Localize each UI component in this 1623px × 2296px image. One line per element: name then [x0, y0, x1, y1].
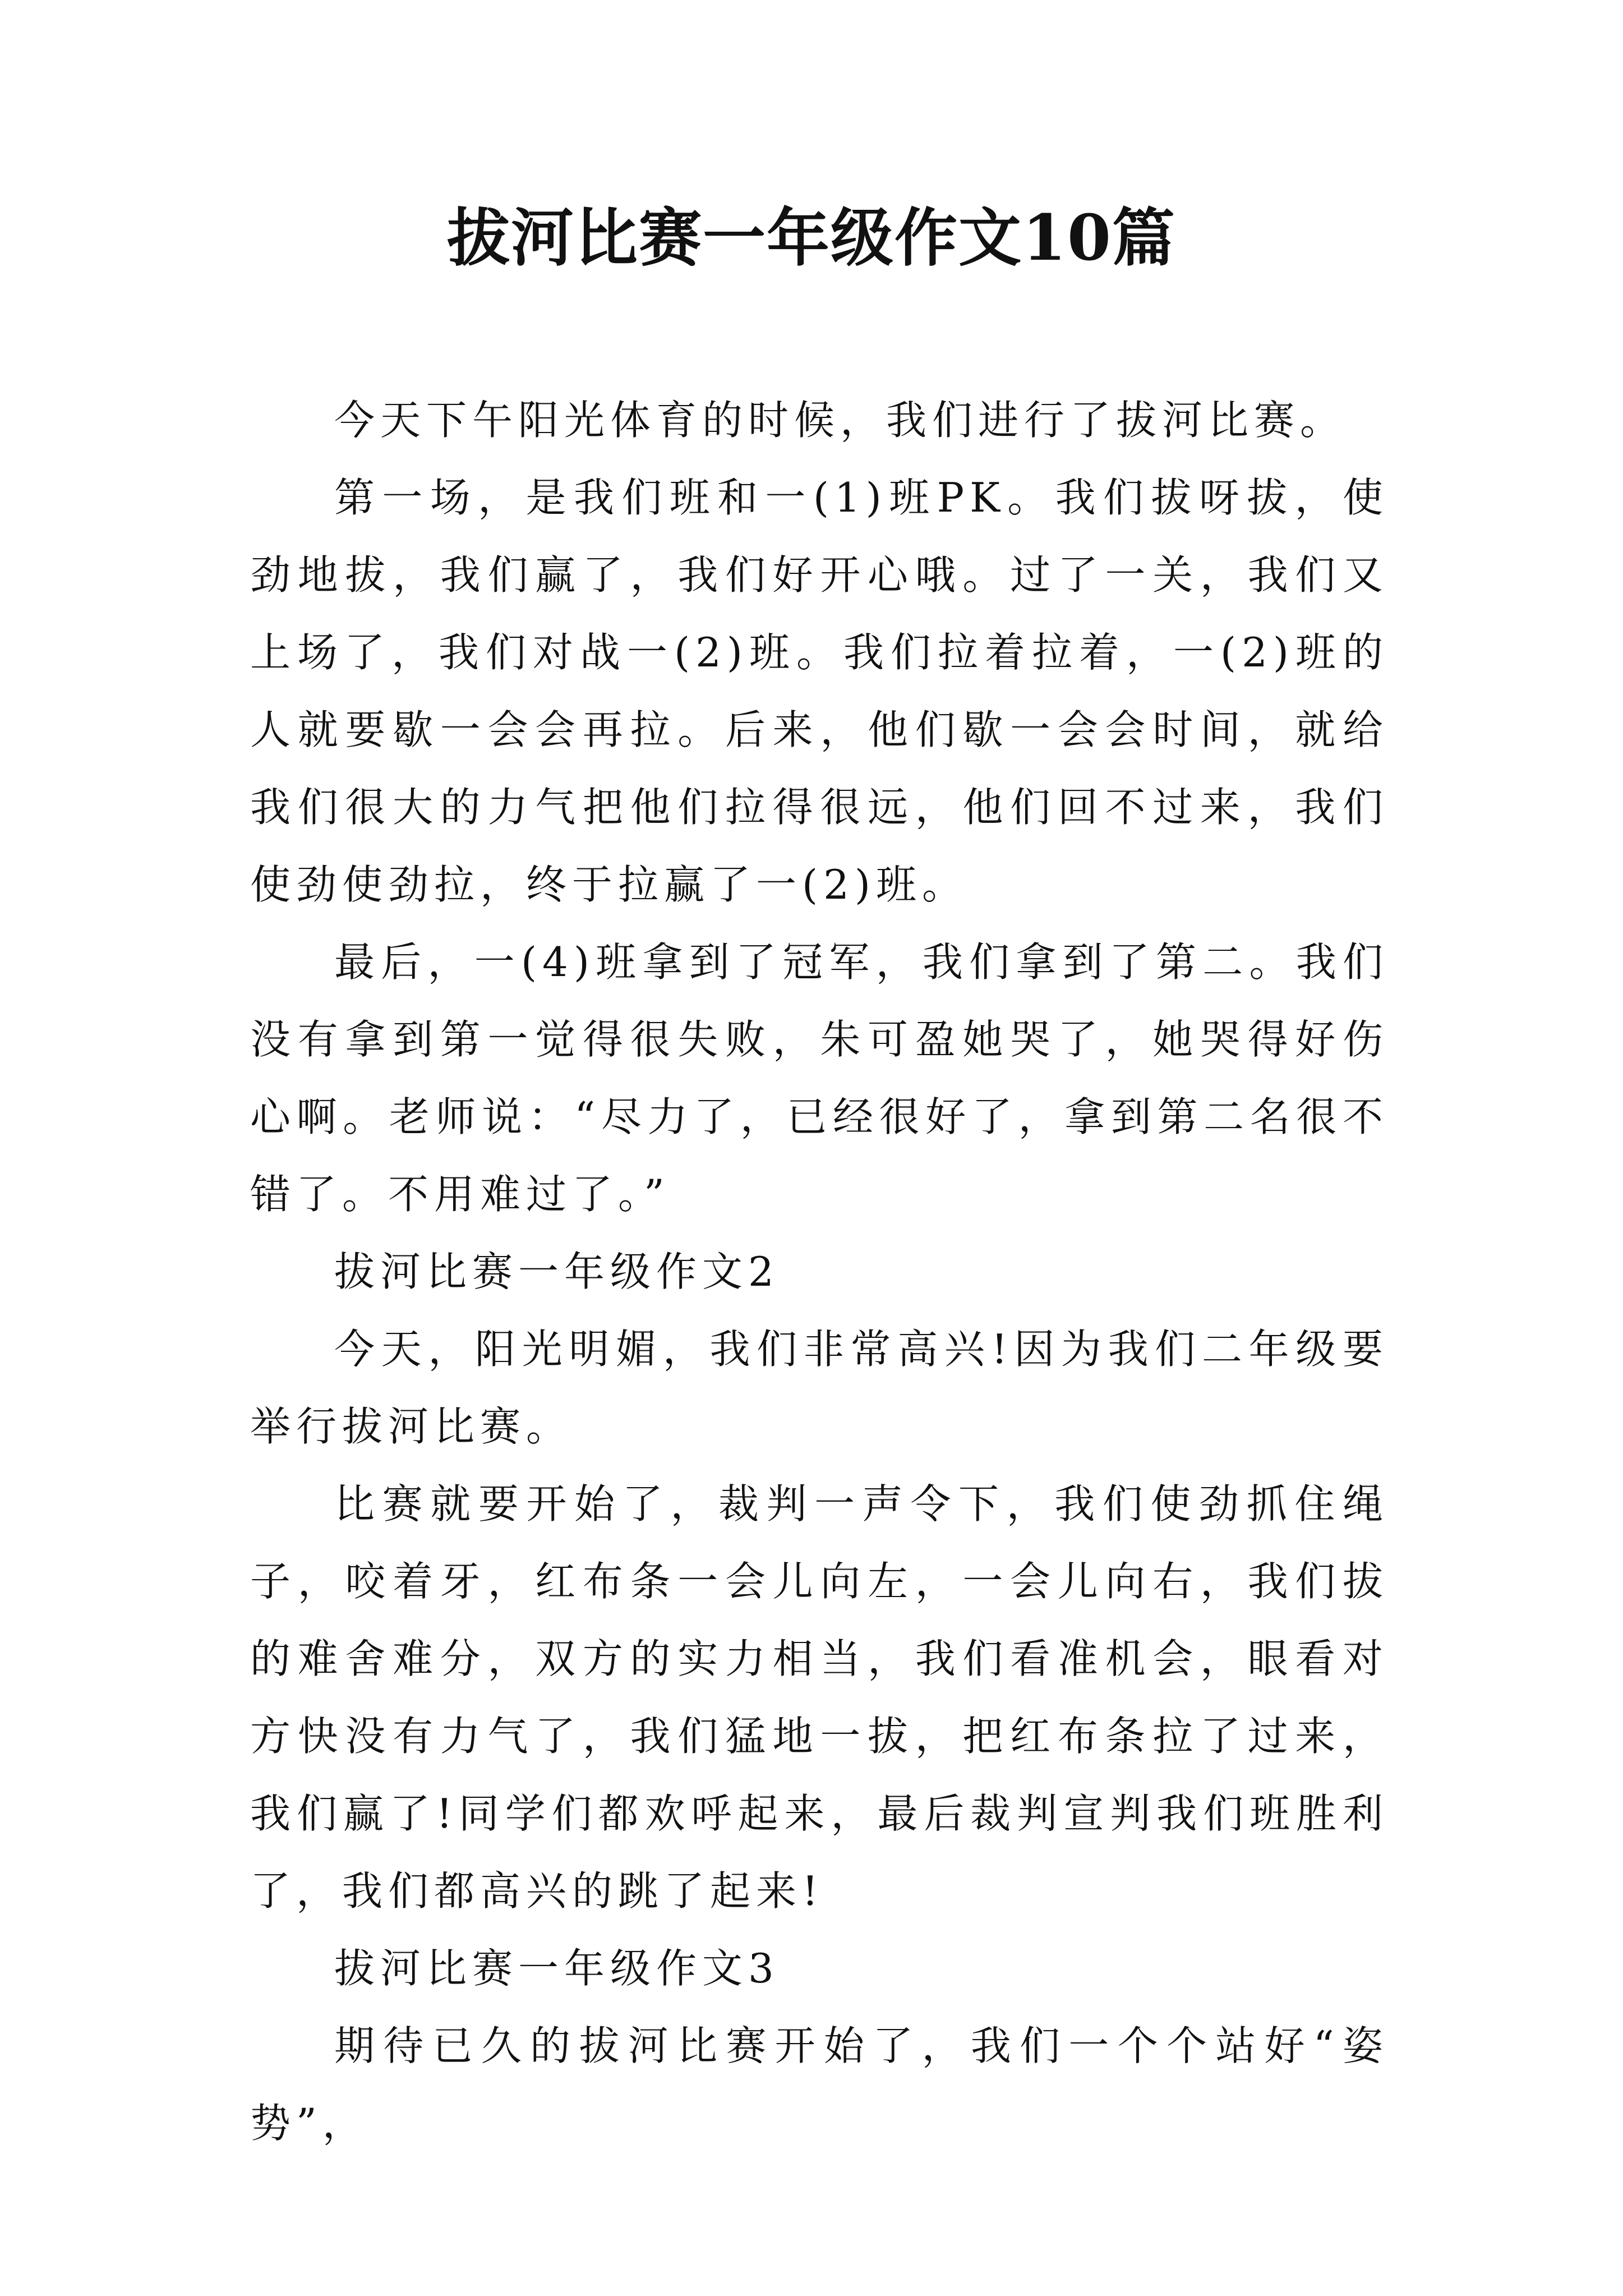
section-heading: 拔河比赛一年级作文2	[334, 1248, 780, 1295]
paragraph: 最后，一(4)班拿到了冠军，我们拿到了第二。我们没有拿到第一觉得很失败，朱可盈她哭了，她哭得好伤心啊。老师说：“尽力了，已经很好了，拿到第二名很不错了。不用难过了。”	[250, 938, 1389, 1218]
paragraph: 期待已久的拔河比赛开始了，我们一个个站好“姿势”，	[250, 2022, 1389, 2147]
paragraph: 比赛就要开始了，裁判一声令下，我们使劲抓住绳子，咬着牙，红布条一会儿向左，一会儿向右，我们拔的难舍难分，双方的实力相当，我们看准机会，眼看对方快没有力气了，我们猛地一拔，把红布条拉了过来，我们赢了!同学们都欢呼起来，最后裁判宣判我们班胜利了，我们都高兴的跳了起来!	[250, 1480, 1389, 1915]
paragraph: 第一场，是我们班和一(1)班PK。我们拔呀拔，使劲地拔，我们赢了，我们好开心哦。过了一关，我们又上场了，我们对战一(2)班。我们拉着拉着，一(2)班的人就要歇一会会再拉。后来，他们歇一会会时间，就给我们很大的力气把他们拉得很远，他们回不过来，我们使劲使劲拉，终于拉赢了一(2)班。	[250, 474, 1389, 908]
paragraph: 今天，阳光明媚，我们非常高兴!因为我们二年级要举行拔河比赛。	[250, 1326, 1389, 1450]
document-title: 拔河比赛一年级作文10篇	[447, 201, 1176, 275]
section-heading: 拔河比赛一年级作文3	[334, 1945, 780, 1992]
document-body	[250, 381, 1389, 2162]
paragraph: 今天下午阳光体育的时候，我们进行了拔河比赛。	[334, 397, 1347, 444]
